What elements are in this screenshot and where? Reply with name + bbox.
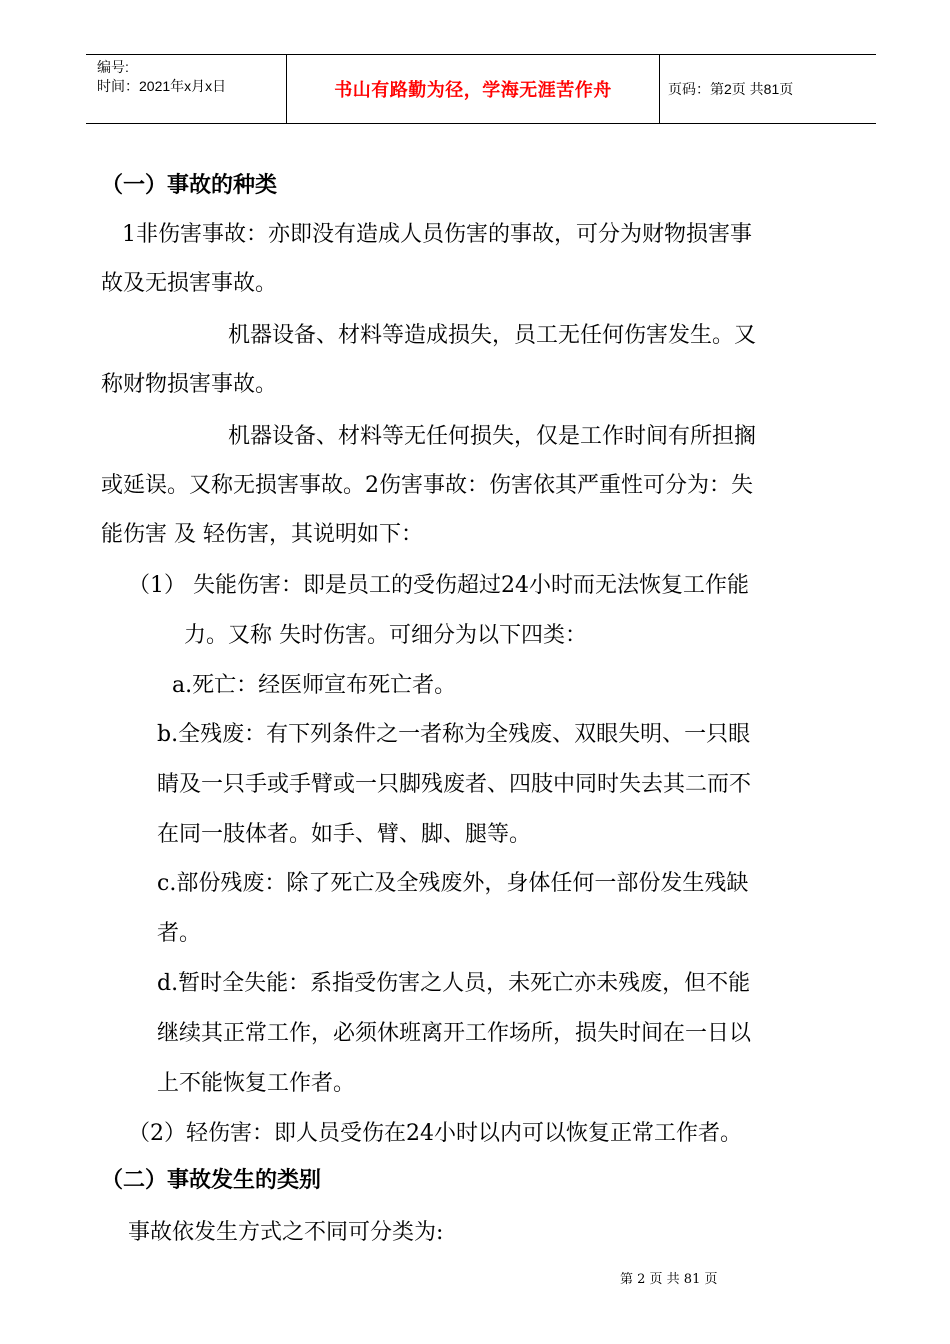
header-page-number: 页码：第2页 共81页	[668, 81, 794, 97]
sub-item-line: 在同一肢体者。如手、臂、脚、腿等。	[157, 822, 532, 847]
list-item-minor-injury: （2）轻伤害：即人员受伤在24小时以内可以恢复正常工作者。	[128, 1121, 742, 1146]
sub-item-death: a.死亡：经医师宣布死亡者。	[172, 673, 457, 698]
document-number-label: 编号:	[97, 59, 129, 75]
list-item-line: 力。又称 失时伤害。可细分为以下四类：	[184, 623, 587, 648]
sub-item-line: 继续其正常工作，必须休班离开工作场所，损失时间在一日以	[157, 1021, 752, 1046]
sub-item-temporary-disability: d.暂时全失能：系指受伤害之人员，未死亡亦未残废，但不能	[157, 971, 751, 996]
section-title-accident-categories: （二）事故发生的类别	[101, 1168, 322, 1193]
header-meta	[86, 55, 287, 123]
sub-item-line: 上不能恢复工作者。	[157, 1071, 356, 1096]
paragraph-line: 故及无损害事故。	[101, 271, 278, 296]
paragraph-line: 或延误。又称无损害事故。2伤害事故：伤害依其严重性可分为：失	[101, 473, 753, 498]
sub-item-partial-disability: c.部份残废：除了死亡及全残废外，身体任何一部份发生残缺	[157, 871, 749, 896]
page-header	[86, 54, 876, 124]
header-motto: 书山有路勤为径，学海无涯苦作舟	[287, 55, 660, 123]
document-date-label: 时间：2021年x月x日	[97, 78, 227, 94]
paragraph-line: 事故依发生方式之不同可分类为:	[128, 1220, 444, 1245]
paragraph-line: 机器设备、材料等无任何损失，仅是工作时间有所担搁	[228, 424, 757, 449]
page-footer-number: 第 2 页 共 81 页	[620, 1272, 718, 1287]
paragraph-line: 称财物损害事故。	[101, 372, 278, 397]
paragraph-line: 能伤害 及 轻伤害，其说明如下：	[101, 522, 423, 547]
sub-item-line: 者。	[157, 921, 202, 946]
section-title-accident-types: （一）事故的种类	[101, 173, 278, 198]
sub-item-line: 睛及一只手或手臂或一只脚残废者、四肢中同时失去其二而不	[157, 772, 752, 797]
sub-item-total-disability: b.全残废：有下列条件之一者称为全残废、双眼失明、一只眼	[157, 722, 751, 747]
list-item-disabling-injury: （1） 失能伤害：即是员工的受伤超过24小时而无法恢复工作能	[128, 573, 749, 598]
paragraph-line: 机器设备、材料等造成损失，员工无任何伤害发生。又	[228, 323, 757, 348]
paragraph-line: 1非伤害事故：亦即没有造成人员伤害的事故，可分为财物损害事	[122, 222, 752, 247]
